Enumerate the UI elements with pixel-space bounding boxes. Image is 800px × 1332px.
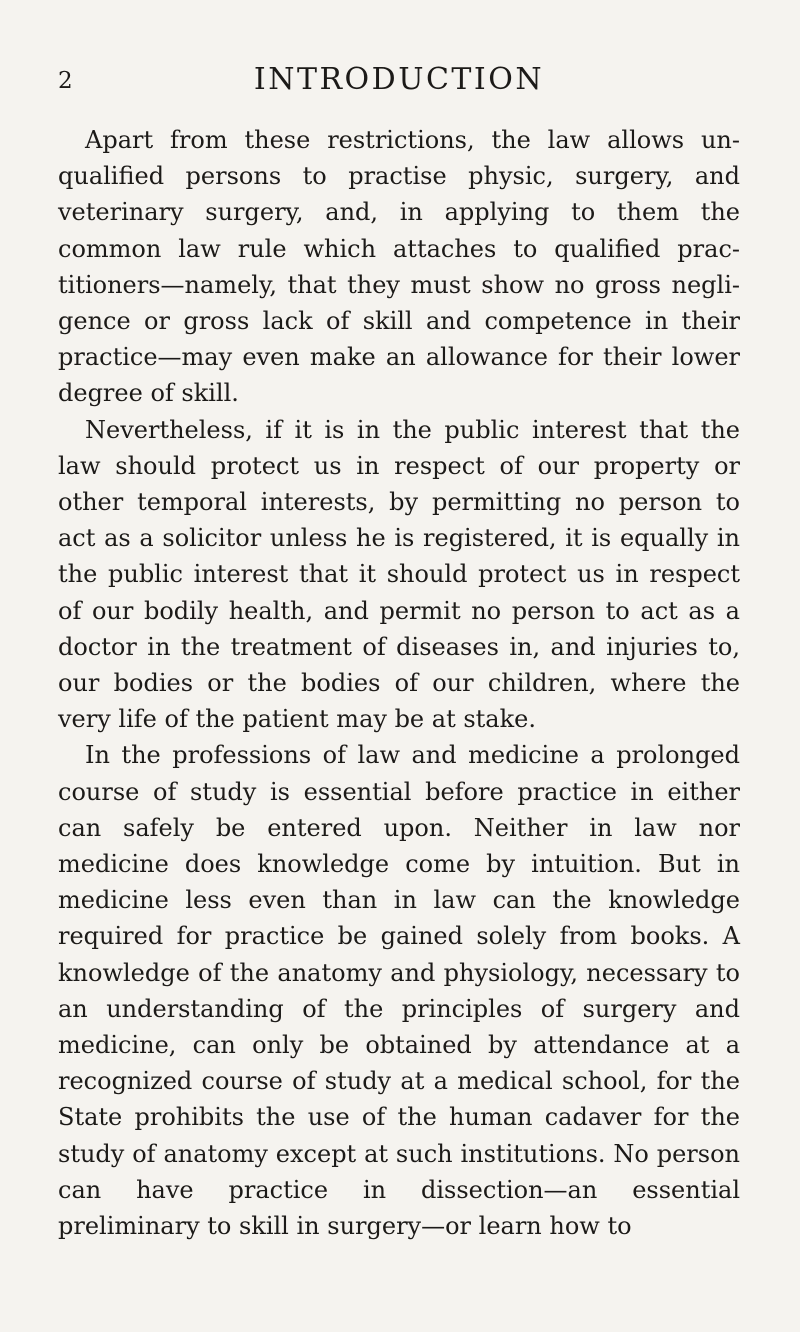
paragraph: Apart from these restrictions, the law allows un-qualified persons to practise physic, surgery, and veterinary surgery, and, in applying to them the common law rule which attaches to qualified prac-titioners—namely, that they must show no gross negli-gence or gross lack of skill and competence in their practice—may even make an allowance for their lower degree of skill. [58,126,740,408]
body-text [58,122,740,1244]
paragraph: Nevertheless, if it is in the public interest that the law should protect us in respect of our property or other temporal interests, by permitting no person to act as a solicitor unless he is registered, it is equally in the public interest that it should protect us in respect of our bodily health, and permit no person to act as a doctor in the treatment of diseases in, and injuries to, our bodies or the bodies of our children, where the very life of the patient may be at stake. [58,415,740,734]
page-number: 2 [58,68,74,94]
chapter-title: INTRODUCTION [253,62,545,97]
running-header [58,58,740,102]
paragraph: In the professions of law and medicine a prolonged course of study is essential before practice in either can safely be entered upon. Neither in law nor medicine does knowledge come by intuition. But in medicine less even than in law can the knowledge required for practice be gained solely from books. A knowledge of the anatomy and physiology, necessary to an understanding of the principles of surgery and medicine, can only be obtained by attendance at a recognized course of study at a medical school, for the State prohibits the use of the human cadaver for the study of anatomy except at such institutions. No person can have practice in dissection—an essential preliminary to skill in surgery—or learn how to [58,741,740,1241]
